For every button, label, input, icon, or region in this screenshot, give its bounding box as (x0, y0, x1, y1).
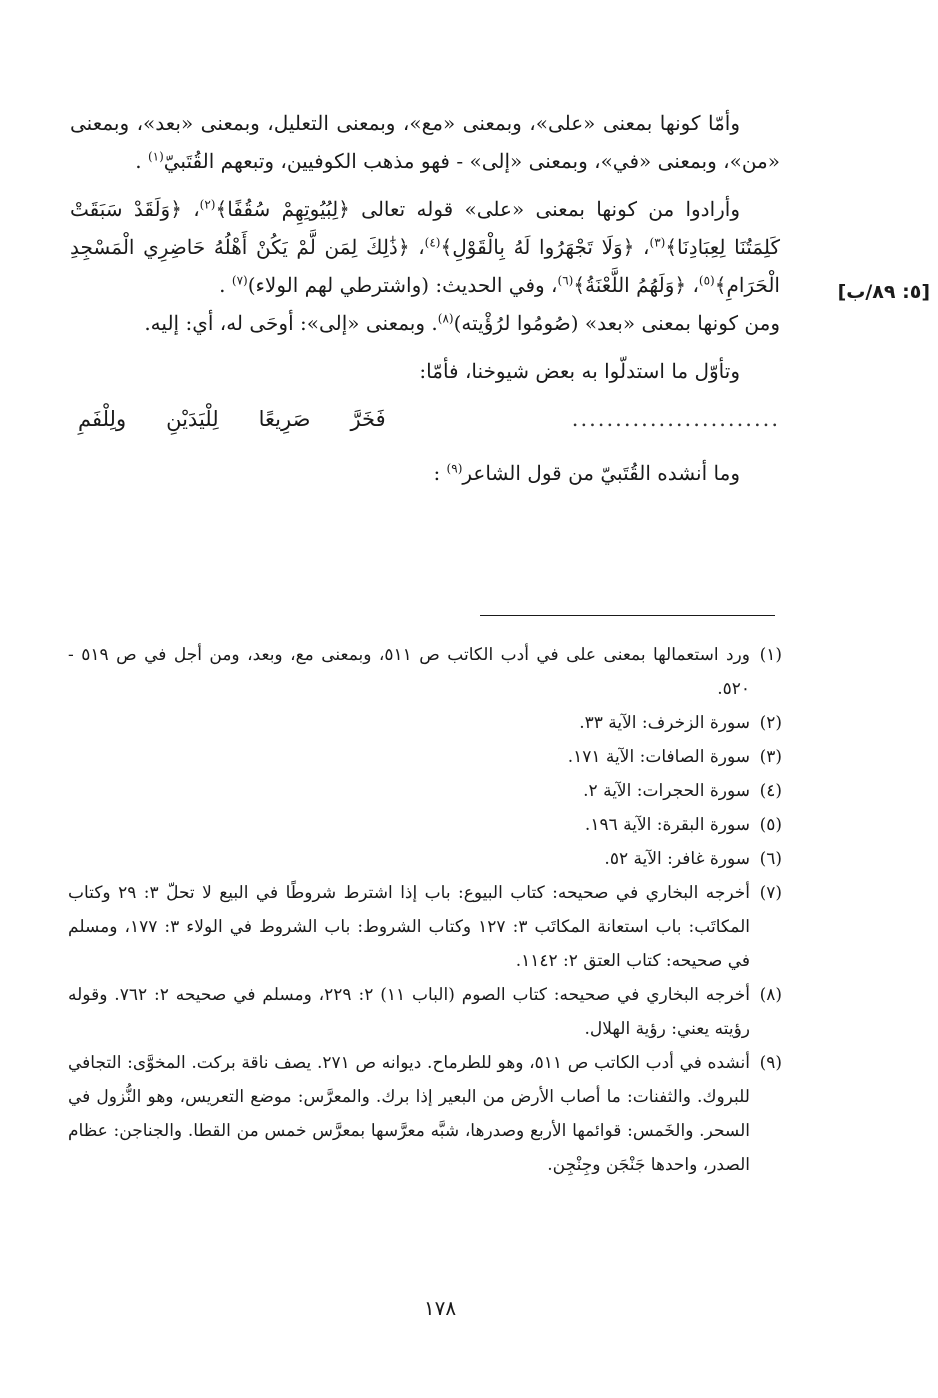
paragraph-2: وأرادوا من كونها بمعنى «على» قوله تعالى ﴿لِبُيُوتِهِمْ سُقُفًا﴾$^{(٢)}$، ﴿وَلَقَدْ سَبَقَتْ كَلِمَتُنَا لِعِبَادِنَا﴾$^{(٣)}$، ﴿وَلَا تَجْهَرُوا لَهُ بِالْقَوْلِ﴾$^{(٤)}$، ﴿ذَٰلِكَ لِمَن لَّمْ يَكُنْ أَهْلُهُ حَاضِرِي الْمَسْجِدِ الْحَرَامِ﴾$^{(٥)}$، ﴿وَلَهُمُ اللَّعْنَةُ﴾$^{(٦)}$، وفي الحديث: (واشترطي لهم الولاء)$^{(٧)}$ . (70, 197, 780, 297)
page-number: ١٧٨ (423, 1296, 457, 1320)
paragraph-4: وتأوّل ما استدلّوا به بعض شيوخنا، فأمّا: (419, 359, 740, 383)
footnote (68, 740, 782, 774)
paragraph-2-text-a: وأرادوا من كونها بمعنى «على» قوله تعالى ﴿لِبُيُوتِهِمْ سُقُفًا﴾ (215, 197, 741, 221)
footnote-text: أخرجه البخاري في صحيحه: كتاب الصوم (الباب ١١) ٢: ٢٢٩، ومسلم في صحيحه ٢: ٧٦٢. وقوله رؤيته يعني: رؤية الهلال. (68, 985, 750, 1039)
footnote-ref-9[interactable]: (٩) (446, 461, 463, 476)
footnote-number: (٨) (759, 985, 782, 1005)
paragraph-3-text-a: ومن كونها بمعنى «بعد» (صُومُوا لرُؤْيته) (453, 311, 780, 335)
footnote (68, 876, 782, 978)
margin-folio-note: [٥: ٨٩/ب] (837, 281, 930, 303)
footnote-ref-3[interactable]: (٣) (649, 235, 666, 250)
paragraph-3 (70, 304, 780, 342)
footnote-number: (٢) (759, 713, 782, 733)
footnote (68, 638, 782, 706)
footnote-number: (٥) (759, 815, 782, 835)
paragraph-1-text: وأمّا كونها بمعنى «على»، وبمعنى «مع»، وبمعنى التعليل، وبمعنى «بعد»، وبمعنى «من»، وبمعنى «في»، وبمعنى «إلى» - فهو مذهب الكوفيين، وتبعهم القُتَبيّ (70, 111, 780, 173)
footnote-text: أخرجه البخاري في صحيحه: كتاب البيوع: باب إذا اشترط شروطًا في البيع لا تحلّ ٣: ٢٩ وكتاب المكاتَب: باب استعانة المكاتَب ٣: ١٢٧ وكتاب الشروط: باب الشروط في الولاء ٣: ١٧٧، ومسلم في صحيحه: كتاب العتق ٢: ١١٤٢. (68, 883, 750, 971)
footnote-ref-1[interactable]: (١) (147, 149, 164, 164)
footnote (68, 978, 782, 1046)
verse-hemistich (70, 400, 386, 438)
verse-ellipsis: ........................ (571, 407, 780, 431)
paragraph-2-text-b: ، ﴿وَلَقَدْ سَبَقَتْ كَلِمَتُنَا لِعِبَادِنَا﴾ (70, 197, 780, 259)
footnotes (68, 638, 782, 1182)
footnote-number: (٧) (759, 883, 782, 903)
footnote-text: ورد استعمالها بمعنى على في أدب الكاتب ص ٥١١، وبمعنى مع، وبعد، ومن أجل في ص ٥١٩ - ٥٢٠. (68, 645, 750, 699)
footnote-ref-4[interactable]: (٤) (424, 235, 441, 250)
footnote-number: (٩) (759, 1053, 782, 1073)
footnote-text: سورة الزخرف: الآية ٣٣. (579, 713, 750, 733)
footnote-separator (480, 615, 775, 616)
paragraph-2-text-d: ، ﴿ذَٰلِكَ لِمَن لَّمْ يَكُنْ أَهْلُهُ حَاضِرِي الْمَسْجِدِ الْحَرَامِ﴾ (70, 235, 780, 297)
paragraph-1: وأمّا كونها بمعنى «على»، وبمعنى «مع»، وبمعنى التعليل، وبمعنى «بعد»، وبمعنى «من»، وبمعنى «في»، وبمعنى «إلى» - فهو مذهب الكوفيين، وتبعهم القُتَبيّ$^{(١)}$ . (70, 111, 780, 173)
footnote-ref-8[interactable]: (٨) (437, 311, 454, 326)
verse-word: فَخَرَّ (350, 407, 386, 431)
footnote-text: سورة غافر: الآية ٥٢. (604, 849, 750, 869)
footnote-ref-6[interactable]: (٦) (557, 273, 574, 288)
paragraph-2-text-c: ، ﴿وَلَا تَجْهَرُوا لَهُ بِالْقَوْلِ﴾ (440, 235, 650, 259)
footnote-text: سورة الحجرات: الآية ٢. (583, 781, 750, 801)
footnote-number: (٦) (759, 849, 782, 869)
main-text (70, 104, 780, 492)
paragraph-5-text: وما أنشده القُتَبيّ من قول الشاعر (462, 461, 740, 485)
verse-word: لِلْيَدَيْنِ (166, 407, 219, 431)
paragraph-5: وما أنشده القُتَبيّ من قول الشاعر$^{(٩)}$ : (433, 461, 740, 485)
footnote-number: (٣) (759, 747, 782, 767)
footnote-number: (١) (759, 645, 782, 665)
footnote-ref-5[interactable]: (٥) (698, 273, 715, 288)
footnote (68, 706, 782, 740)
footnote-text: سورة البقرة: الآية ١٩٦. (584, 815, 750, 835)
footnote-ref-2[interactable]: (٢) (199, 197, 216, 212)
verse-word: ولِلْفَمِ (78, 407, 127, 431)
footnote-number: (٤) (759, 781, 782, 801)
footnote-text: أنشده في أدب الكاتب ص ٥١١، وهو للطرماح. ديوانه ص ٢٧١. يصف ناقة بركت. المخوَّى: التجافي للبروك. والثفنات: ما أصاب الأرض من البعير إذا برك. والمعرَّس: موضع التعريس، وهو النُّزول في السحر. والخَمس: قوائمها الأربع وصدرها، شبَّه معرَّسها بمعرَّس خمس من القطا. والجناجن: عظام الصدر، واحدها جَنْجَن وجِنْجِن. (68, 1053, 751, 1175)
poetry-verse (70, 400, 780, 438)
footnote (68, 774, 782, 808)
footnote (68, 808, 782, 842)
paragraph-2-text-e: ، ﴿وَلَهُمُ اللَّعْنَةُ﴾ (573, 273, 699, 297)
verse-word: صَرِيعًا (258, 407, 311, 431)
footnote-ref-7[interactable]: (٧) (231, 273, 248, 288)
footnote-text: سورة الصافات: الآية ١٧١. (567, 747, 750, 767)
footnote (68, 842, 782, 876)
footnote (68, 1046, 782, 1182)
paragraph-3-text-b: . وبمعنى «إلى»: أوحَى له، أي: إليه. (144, 311, 438, 335)
paragraph-2-text-f: ، وفي الحديث: (واشترطي لهم الولاء) (247, 273, 558, 297)
